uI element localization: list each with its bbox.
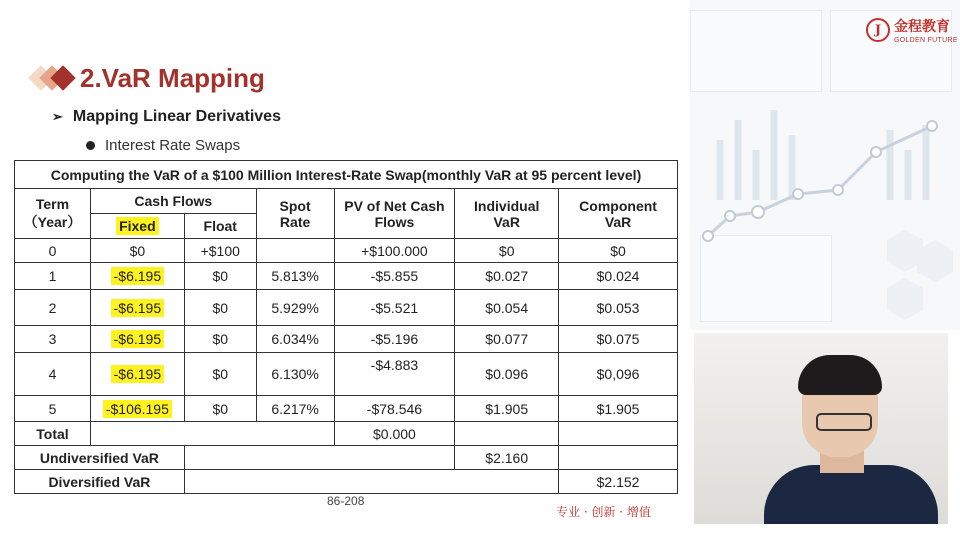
logo-chinese-name: 金程教育 (894, 19, 950, 35)
bullet-item (86, 137, 240, 154)
header-term: Term （Year） (15, 189, 91, 239)
diversified-var-label: Diversified VaR (15, 470, 185, 494)
slide-title: 2.VaR Mapping (80, 62, 265, 93)
table-row: 1 -$6.195 $0 5.813% -$5.855 $0.027 $0.024 (15, 263, 678, 290)
background-decoration (690, 0, 960, 330)
glasses-icon (816, 413, 872, 431)
table-row: 3 -$6.195 $0 6.034% -$5.196 $0.077 $0.075 (15, 326, 678, 353)
header-component-var: Component VaR (559, 189, 678, 239)
table-row: 5 -$106.195 $0 6.217% -$78.546 $1.905 $1.905 (15, 396, 678, 422)
subheading (52, 108, 281, 126)
header-spot-rate: Spot Rate (256, 189, 334, 239)
diamond-decoration-icon (30, 60, 78, 96)
header-fixed: Fixed (90, 214, 184, 239)
dot-bullet-icon (86, 141, 95, 150)
table-row: 0 $0 +$100 +$100.000 $0 $0 (15, 239, 678, 263)
page-number: 86-208 (327, 494, 365, 508)
table-diversified-row (15, 470, 678, 494)
company-logo (866, 16, 958, 44)
header-pv: PV of Net Cash Flows (334, 189, 455, 239)
presenter-body (764, 465, 938, 524)
undiversified-var-value: $2.160 (455, 446, 559, 470)
table-caption: Computing the VaR of a $100 Million Interest-Rate Swap(monthly VaR at 95 percent level) (15, 161, 678, 189)
table-total-row (15, 422, 678, 446)
header-individual-var: Individual VaR (455, 189, 559, 239)
presenter-video (694, 333, 948, 524)
table-row: 2 -$6.195 $0 5.929% -$5.521 $0.054 $0.053 (15, 290, 678, 326)
header-float: Float (184, 214, 256, 239)
diversified-var-value: $2.152 (559, 470, 678, 494)
bullet-text: Interest Rate Swaps (105, 137, 241, 154)
header-cash-flows: Cash Flows (90, 189, 256, 214)
slide-header (30, 60, 265, 96)
logo-text (894, 16, 958, 44)
undiversified-var-label: Undiversified VaR (15, 446, 185, 470)
subheading-text: Mapping Linear Derivatives (72, 108, 281, 125)
table-header-row (15, 189, 678, 214)
var-mapping-table (14, 160, 678, 494)
logo-english-name: GOLDEN FUTURE (894, 37, 958, 44)
table-undiversified-row (15, 446, 678, 470)
line-graph-decoration (690, 0, 960, 330)
trend-line (708, 126, 932, 236)
total-pv: $0.000 (334, 422, 455, 446)
table-caption-row (15, 161, 678, 189)
arrow-bullet-icon: ➢ (52, 109, 63, 124)
footer-slogan: 专业 · 创新 · 增值 (556, 505, 651, 519)
logo-mark-icon: J (866, 18, 890, 42)
total-label: Total (15, 422, 91, 446)
table-row: 4 -$6.195 $0 6.130% -$4.883 $0.096 $0,096 (15, 353, 678, 396)
